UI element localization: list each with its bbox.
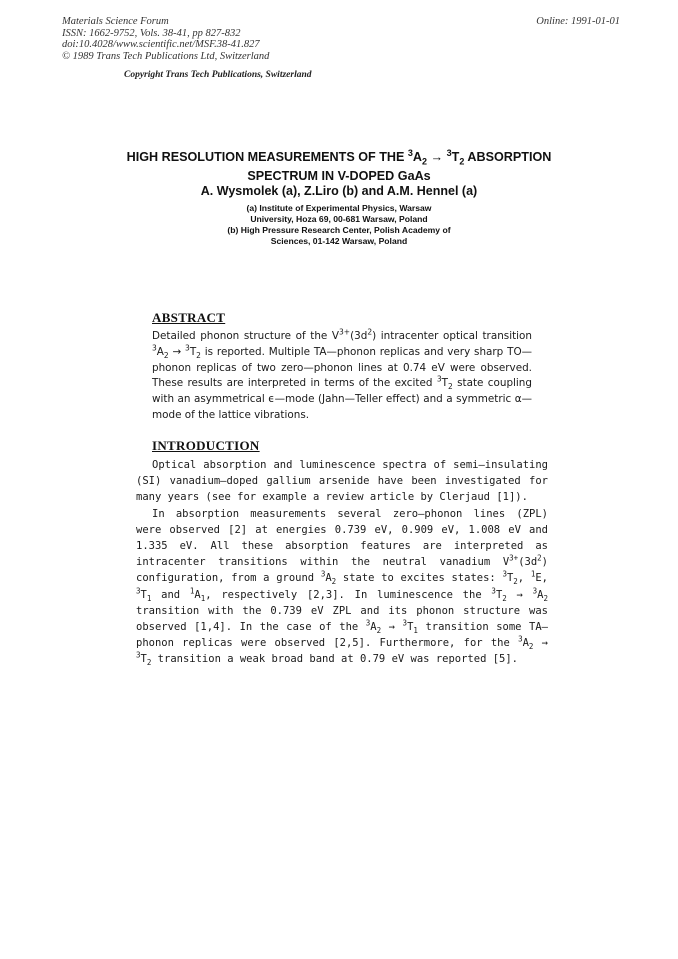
paper-title: HIGH RESOLUTION MEASUREMENTS OF THE $^3A_2 \to ^3T_2$ ABSORPTION SPECTRUM IN V-DOPED GaAs — [100, 146, 578, 183]
introduction-body — [136, 457, 548, 668]
scan-artifact — [120, 63, 340, 67]
abstract-heading: ABSTRACT — [152, 310, 226, 325]
affiliation-line: (a) Institute of Experimental Physics, Warsaw — [246, 203, 432, 213]
introduction-heading: INTRODUCTION — [152, 438, 260, 453]
affiliation-line: University, Hoza 69, 00-681 Warsaw, Poland — [250, 214, 428, 224]
affiliation-line: Sciences, 01-142 Warsaw, Poland — [270, 236, 408, 246]
affiliations — [150, 203, 528, 247]
doi-line: doi:10.4028/www.scientific.net/MSF.38-41.827 — [62, 39, 260, 50]
publisher-line: © 1989 Trans Tech Publications Ltd, Switzerland — [62, 50, 270, 62]
author-list: A. Wysmolek (a), Z.Liro (b) and A.M. Hennel (a) — [200, 184, 478, 198]
abstract-body: Detailed phonon structure of the $V^{3+}(3d^2)$ intracenter optical transition $^3A_2 \to ^3T_2$ is reported. Multiple TA—phonon replicas and very sharp TO—phonon replicas of two zero—phonon lines at 0.74 eV were observed. These results are interpreted in terms of the excited $^3T_2$ state coupling with an asymmetrical ϵ—mode (Jahn—Teller effect) and a symmetric α—mode of the lattice vibrations. — [152, 327, 533, 421]
intro-paragraph-2: In absorption measurements several zero—phonon lines (ZPL) were observed [2] at energies 0.739 eV, 0.909 eV, 1.008 eV and 1.335 eV. All these absorption features are interpreted as intracenter transitions within the neutral vanadium $V^{3+}(3d^2)$ configuration, from a ground $^3A_2$ state to excites states: $^3T_2$, $^1$E, $^3T_1$ and $^1A_1$, respectively [2,3]. In luminescence the $^3T_2 \to ^3A_2$ transition with the 0.739 eV ZPL and its phonon structure was observed [1,4]. In the case of the $^3A_2 \to ^3T_1$ transition some TA—phonon replicas were observed [2,5]. Furthermore, for the $^3A_2 \to ^3T_2$ transition a weak broad band at 0.79 eV was reported [5]. — [136, 507, 548, 668]
journal-name: Materials Science Forum — [62, 16, 169, 27]
paper-title-line2: SPECTRUM IN V-DOPED GaAs — [247, 168, 431, 183]
copyright-line: Copyright Trans Tech Publications, Switzerland — [124, 70, 312, 80]
online-date: Online: 1991-01-01 — [536, 16, 620, 27]
intro-paragraph-1: Optical absorption and luminescence spectra of semi—insulating (SI) vanadium—doped gallium arsenide have been investigated for many years (see for example a review article by Clerjaud [1]). — [136, 459, 548, 504]
journal-metadata — [62, 16, 269, 62]
affiliation-line: (b) High Pressure Research Center, Polish Academy of — [227, 225, 451, 235]
issn-line: ISSN: 1662-9752, Vols. 38-41, pp 827-832 — [62, 27, 241, 39]
